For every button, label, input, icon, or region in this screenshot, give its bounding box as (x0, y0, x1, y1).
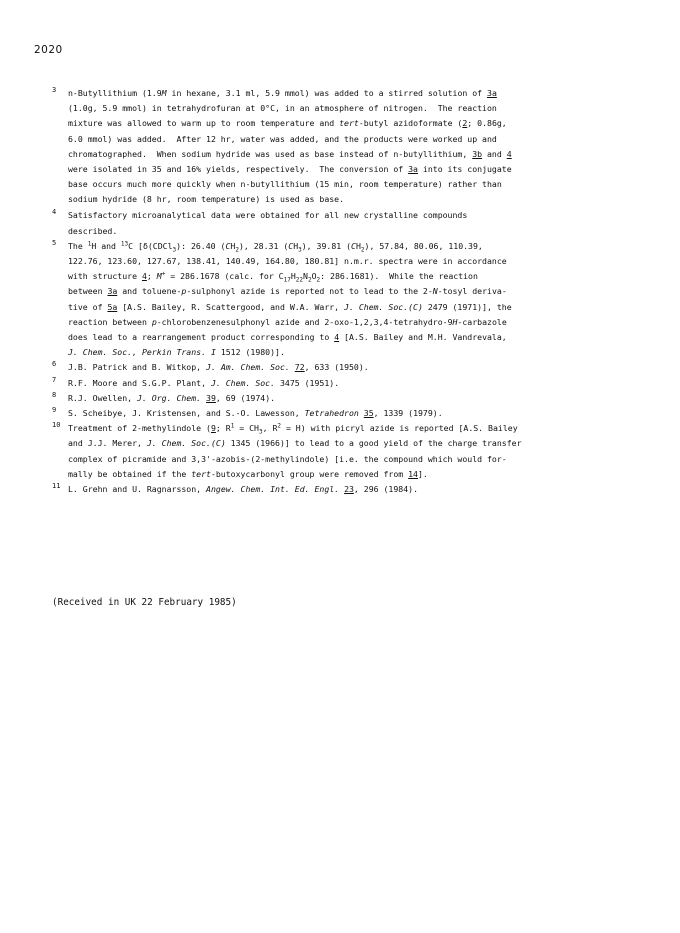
text-line: chromatographed. When sodium hydride was used as base instead of n-butyllithium, 3b and 4 (68, 148, 512, 159)
text-line: described. (68, 225, 118, 236)
footnote-3 (52, 86, 632, 208)
text-line: reaction between p-chlorobenzenesulphonyl azide and 2-oxo-1,2,3,4-tetrahydro-9H-carbazole (68, 316, 507, 327)
text-line: Satisfactory microanalytical data were obtained for all new crystalline compounds (68, 210, 468, 221)
text-line: The $^1$H and $^{13}$C [δ(CDCl$_3$): 26.40 $(CH_2)$, 28.31 $(CH_3)$, 39.81 $(CH_2)$, 57.84, 80.06, 110.39, (68, 240, 483, 254)
text-line: L. Grehn and U. Ragnarsson, Angew. Chem. Int. Ed. Engl. 23, 296 (1984). (68, 484, 419, 495)
footnote-number: 8 (52, 390, 57, 399)
footnote-number: 3 (52, 86, 57, 94)
footnotes (52, 86, 632, 497)
footnote-11 (52, 482, 632, 497)
text-line: S. Scheibye, J. Kristensen, and S.-O. Lawesson, Tetrahedron 35, 1339 (1979). (68, 408, 443, 419)
received-date: (Received in UK 22 February 1985) (52, 597, 237, 608)
text-line: 122.76, 123.60, 127.67, 138.41, 140.49, 164.80, 180.81] n.m.r. spectra were in accordance (68, 256, 507, 267)
footnote-number: 9 (52, 406, 57, 415)
text-line: n-Butyllithium (1.9M in hexane, 3.1 ml, 5.9 mmol) was added to a stirred solution of 3a (68, 88, 497, 98)
footnote-number: 4 (52, 208, 57, 217)
text-line: mixture was allowed to warm up to room temperature and tert-butyl azidoformate (2; 0.86g, (68, 118, 507, 129)
footnote-number: 5 (52, 238, 57, 247)
footnote-8 (52, 391, 632, 406)
text-line: Treatment of 2-methylindole (9; $R^1 = CH_3$, $R^2 = H$) with picryl azide is reported [A.S. Bailey (68, 422, 518, 436)
footnote-4 (52, 208, 632, 238)
footnote-6 (52, 360, 632, 375)
text-line: mally be obtained if the tert-butoxycarbonyl group were removed from 14]. (68, 468, 428, 479)
text-line: tive of 5a [A.S. Bailey, R. Scattergood, and W.A. Warr, J. Chem. Soc.(C) 2479 (1971)], the (68, 301, 512, 312)
text-line: were isolated in 35 and 16% yields, respectively. The conversion of 3a into its conjugate (68, 164, 512, 175)
footnote-9 (52, 406, 632, 421)
page-number: 2020 (34, 44, 63, 56)
text-line: between 3a and toluene-p-sulphonyl azide is reported not to lead to the 2-N-tosyl deriva- (68, 286, 507, 297)
text-line: J. Chem. Soc., Perkin Trans. I 1512 (1980)]. (68, 347, 285, 358)
text-line: does lead to a rearrangement product corresponding to 4 [A.S. Bailey and M.H. Vandrevala, (68, 332, 507, 343)
text-line: R.F. Moore and S.G.P. Plant, J. Chem. Soc. 3475 (1951). (68, 377, 340, 388)
text-line: complex of picramide and 3,3'-azobis-(2-methylindole) [i.e. the compound which would for- (68, 453, 507, 464)
footnote-number: 11 (52, 482, 61, 491)
footnote-10 (52, 421, 632, 482)
footnote-number: 7 (52, 375, 57, 384)
text-line: R.J. Owellen, J. Org. Chem. 39, 69 (1974). (68, 392, 276, 403)
text-line: J.B. Patrick and B. Witkop, J. Am. Chem. Soc. 72, 633 (1950). (68, 362, 369, 373)
text-line: (1.0g, 5.9 mmol) in tetrahydrofuran at 0°C, in an atmosphere of nitrogen. The reaction (68, 103, 497, 114)
text-line: sodium hydride (8 hr, room temperature) is used as base. (68, 194, 345, 205)
footnote-5 (52, 239, 632, 361)
text-line: 6.0 mmol) was added. After 12 hr, water was added, and the products were worked up and (68, 133, 497, 144)
footnote-number: 6 (52, 360, 57, 369)
text-line: base occurs much more quickly when n-butyllithium (15 min, room temperature) rather than (68, 179, 502, 190)
text-line: and J.J. Merer, J. Chem. Soc.(C) 1345 (1966)] to lead to a good yield of the charge transfer (68, 438, 522, 449)
footnote-7 (52, 376, 632, 391)
text-line: with structure 4; M+ = 286.1678 (calc. for $C_{17}H_{22}N_2O_2$: 286.1681). While the reaction (68, 270, 478, 284)
footnote-number: 10 (52, 421, 61, 430)
